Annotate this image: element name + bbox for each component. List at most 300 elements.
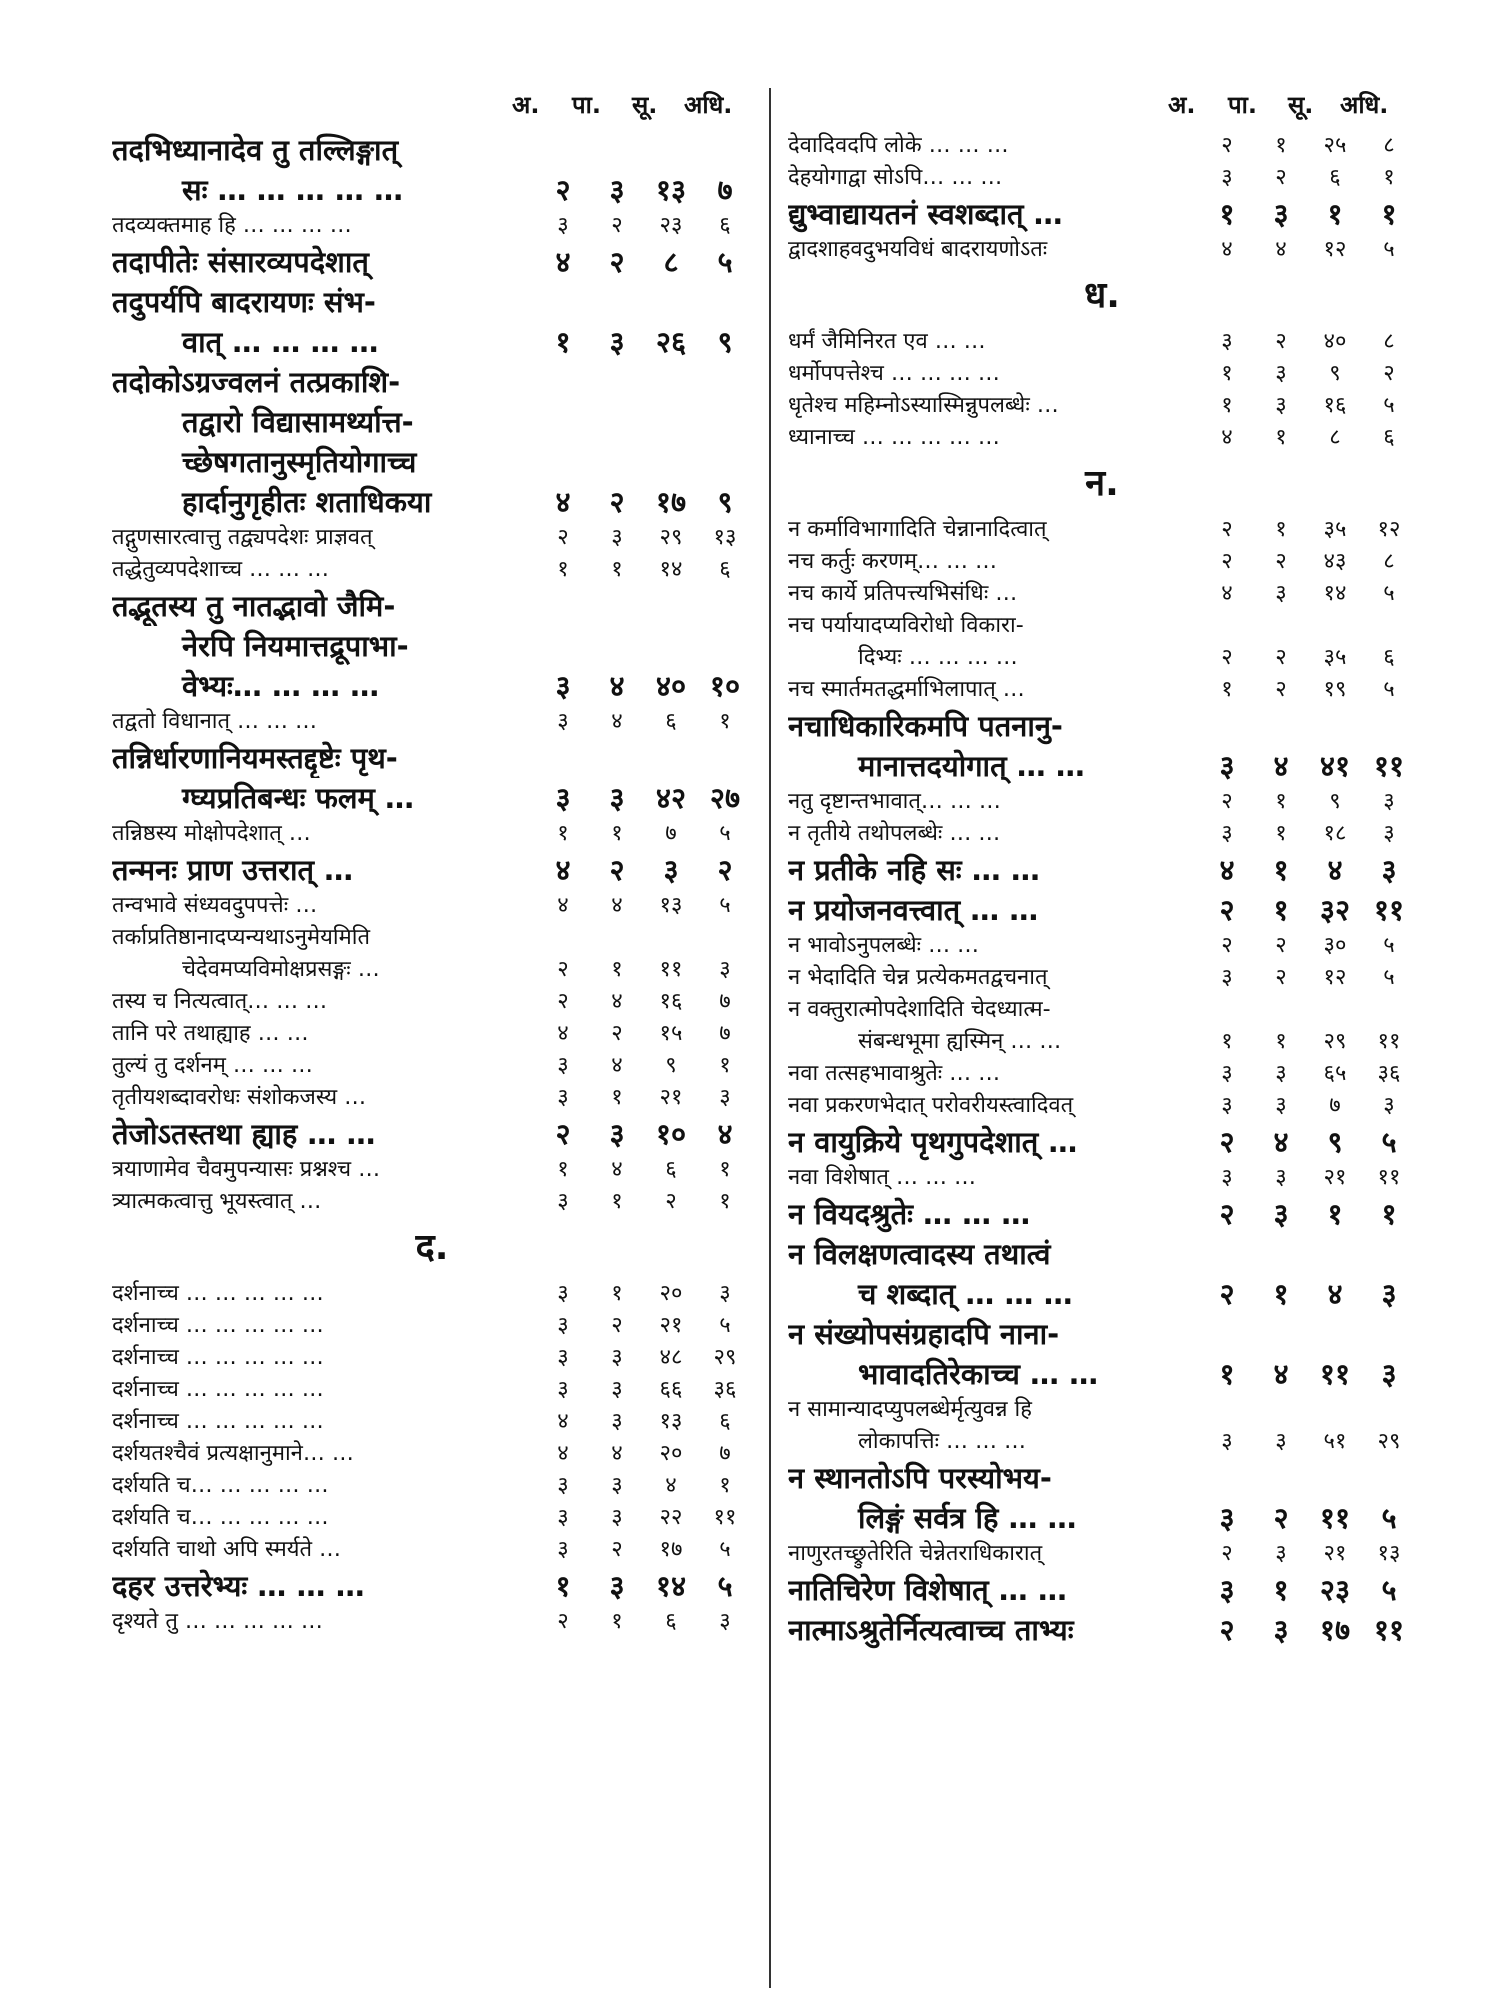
header-adhyaya: अ. <box>1168 91 1196 119</box>
sutra-line: दर्शयति च… … … … … <box>112 1505 329 1530</box>
sutra-number: १८ <box>1323 821 1347 846</box>
index-entry <box>788 422 1416 454</box>
index-entry <box>112 818 752 850</box>
pada-number: ३ <box>1275 1541 1287 1566</box>
index-entry <box>112 922 752 986</box>
sutra-number: २९ <box>659 525 683 550</box>
column-divider <box>769 88 771 1988</box>
pada-number: २ <box>1275 549 1287 574</box>
index-entry <box>788 1058 1416 1090</box>
adhikarana-number: १३ <box>1377 1541 1401 1566</box>
adhikarana-number: १३ <box>713 525 737 550</box>
sutra-line: वात् … … … … <box>182 325 379 359</box>
adhyaya-number: ३ <box>557 1377 569 1402</box>
index-entry <box>112 1082 752 1114</box>
sutra-line: नात्माऽश्रुतेर्नित्यत्वाच्च ताभ्यः <box>788 1613 1074 1647</box>
adhikarana-number: ६ <box>719 213 731 238</box>
sutra-line: न वक्तुरात्मोपदेशादिति चेदध्यात्म- <box>788 997 1051 1022</box>
adhyaya-number: २ <box>1221 645 1233 670</box>
sutra-text <box>112 282 536 362</box>
adhikarana-number: १ <box>1383 165 1395 190</box>
sutra-number: ४ <box>1327 1277 1343 1311</box>
sutra-number: ४ <box>1327 853 1343 887</box>
sutra-text <box>788 578 1200 610</box>
sutra-number: २३ <box>659 213 683 238</box>
adhikarana-number: ५ <box>1383 965 1395 990</box>
sutra-number: १३ <box>655 173 687 207</box>
adhyaya-number: २ <box>1221 933 1233 958</box>
adhikarana-number: १ <box>719 709 731 734</box>
adhikarana-number: ७ <box>719 1441 731 1466</box>
adhikarana-number: ११ <box>1373 893 1405 927</box>
sutra-text <box>788 994 1200 1058</box>
sutra-line: तन्वभावे संध्यवदुपपत्तेः … <box>112 893 318 918</box>
adhyaya-number: ३ <box>1221 329 1233 354</box>
pada-number: १ <box>611 1281 623 1306</box>
sutra-number: ४८ <box>659 1345 683 1370</box>
sutra-number: ३५ <box>1323 517 1347 542</box>
adhikarana-number: ३ <box>1381 1357 1397 1391</box>
pada-number: ३ <box>1275 581 1287 606</box>
index-entry <box>788 930 1416 962</box>
adhikarana-number: ५ <box>1381 1501 1397 1535</box>
sutra-line: दर्शयतश्चैवं प्रत्यक्षानुमाने… … <box>112 1441 354 1466</box>
index-entry <box>788 390 1416 422</box>
index-entry <box>112 554 752 586</box>
sutra-text <box>112 1502 536 1534</box>
pada-number: ३ <box>611 1345 623 1370</box>
sutra-line: दहर उत्तरेभ्यः … … … <box>112 1569 365 1603</box>
index-entry <box>112 1310 752 1342</box>
sutra-text <box>788 422 1200 454</box>
adhyaya-number: १ <box>557 1157 569 1182</box>
sutra-text <box>788 390 1200 422</box>
adhikarana-number: ११ <box>1373 749 1405 783</box>
sutra-text <box>112 738 536 818</box>
adhyaya-number: १ <box>1221 393 1233 418</box>
index-entry <box>788 786 1416 818</box>
column-header <box>788 80 1416 130</box>
index-entry <box>788 1458 1416 1538</box>
sutra-line: तद्वारो विद्यासामर्थ्यात्त- <box>182 405 414 439</box>
adhikarana-number: ७ <box>719 1021 731 1046</box>
adhyaya-number: ४ <box>555 245 571 279</box>
adhikarana-number: ५ <box>719 1313 731 1338</box>
sutra-line: तदोकोऽग्रज्वलनं तत्प्रकाशि- <box>112 365 401 399</box>
sutra-number: १ <box>1327 1197 1343 1231</box>
adhikarana-number: ५ <box>719 893 731 918</box>
index-entry <box>788 1122 1416 1162</box>
sutra-line: तृतीयशब्दावरोधः संशोकजस्य … <box>112 1085 367 1110</box>
sutra-text <box>788 1122 1200 1162</box>
index-entry <box>788 1090 1416 1122</box>
sutra-line: न भावोऽनुपलब्धेः … … <box>788 933 980 958</box>
index-entry <box>112 1018 752 1050</box>
adhikarana-number: ९ <box>717 325 733 359</box>
sutra-number: ६ <box>665 709 677 734</box>
sutra-number: ६ <box>665 1609 677 1634</box>
adhikarana-number: ७ <box>719 989 731 1014</box>
adhikarana-number: ५ <box>1383 933 1395 958</box>
pada-number: ३ <box>1275 393 1287 418</box>
pada-number: १ <box>1275 821 1287 846</box>
index-entry <box>112 850 752 890</box>
sutra-line: नवा तत्सहभावाश्रुतेः … … <box>788 1061 1001 1086</box>
sutra-line: नाणुरतच्छ्रुतेरिति चेन्नेतराधिकारात् <box>788 1541 1043 1566</box>
pada-number: २ <box>611 1537 623 1562</box>
sutra-number: ५१ <box>1323 1429 1347 1454</box>
pada-number: ३ <box>1273 1197 1289 1231</box>
adhyaya-number: १ <box>1221 361 1233 386</box>
sutra-text <box>112 362 536 522</box>
sutra-number: ३० <box>1323 933 1347 958</box>
sutra-text <box>112 922 536 986</box>
sutra-line: दिभ्यः … … … … <box>858 645 1018 670</box>
sutra-line: देहयोगाद्वा सोऽपि… … … <box>788 165 1003 190</box>
sutra-line: नातिचिरेण विशेषात् … … <box>788 1573 1067 1607</box>
pada-number: १ <box>1273 1277 1289 1311</box>
sutra-number: ८ <box>1329 425 1341 450</box>
sutra-text <box>788 706 1200 786</box>
sutra-text <box>788 1394 1200 1458</box>
pada-number: २ <box>1273 1501 1289 1535</box>
pada-number: २ <box>611 1313 623 1338</box>
adhikarana-number: ३ <box>1383 821 1395 846</box>
pada-number: १ <box>611 1189 623 1214</box>
sutra-text <box>788 358 1200 390</box>
adhyaya-number: २ <box>1221 789 1233 814</box>
sutra-number: १५ <box>659 1021 683 1046</box>
sutra-number: ९ <box>1327 1125 1343 1159</box>
pada-number: १ <box>611 557 623 582</box>
sutra-text <box>112 1050 536 1082</box>
pada-number: ३ <box>609 1117 625 1151</box>
sutra-line: त्र्यात्मकत्वात्तु भूयस्त्वात् … <box>112 1189 322 1214</box>
index-entry <box>112 1114 752 1154</box>
column-header <box>112 80 752 130</box>
index-entry <box>112 1566 752 1606</box>
adhikarana-number: १ <box>719 1053 731 1078</box>
adhikarana-number: ५ <box>1383 237 1395 262</box>
adhikarana-number: ५ <box>1381 1125 1397 1159</box>
sutra-line: द्युभ्वाद्यायतनं स्वशब्दात् … <box>788 197 1063 231</box>
header-pada: पा. <box>1228 91 1257 119</box>
sutra-number: १० <box>655 1117 687 1151</box>
sutra-line: द्वादशाहवदुभयविधं बादरायणोऽतः <box>788 237 1048 262</box>
sutra-number: १३ <box>659 893 683 918</box>
sutra-line: तद्धेतुव्यपदेशाच्च … … … <box>112 557 330 582</box>
sutra-number: २६ <box>655 325 687 359</box>
sutra-line: दर्शयति चाथो अपि स्मर्यते … <box>112 1537 342 1562</box>
adhikarana-number: ८ <box>1383 133 1395 158</box>
adhikarana-number: ५ <box>1381 1573 1397 1607</box>
sutra-text <box>788 610 1200 674</box>
sutra-text <box>112 130 536 210</box>
sutra-line: तर्काप्रतिष्ठानादप्यन्यथाऽनुमेयमिति <box>112 925 371 950</box>
sutra-line: नच कर्तुः करणम्… … … <box>788 549 997 574</box>
adhyaya-number: २ <box>557 989 569 1014</box>
pada-number: ४ <box>611 893 623 918</box>
adhikarana-number: ९ <box>717 485 733 519</box>
adhyaya-number: ३ <box>1221 165 1233 190</box>
sutra-number: ६ <box>665 1157 677 1182</box>
adhikarana-number: १२ <box>1377 517 1401 542</box>
sutra-line: नेरपि नियमात्तद्रूपाभा- <box>182 629 409 663</box>
sutra-line: तन्निर्धारणानियमस्तद्दृष्टेः पृथ- <box>112 741 398 775</box>
sutra-line: न तृतीये तथोपलब्धेः … … <box>788 821 1001 846</box>
adhikarana-number: १ <box>719 1473 731 1498</box>
adhyaya-number: २ <box>1221 517 1233 542</box>
sutra-line: च शब्दात् … … … <box>858 1277 1073 1311</box>
section-letter-da: द. <box>415 1227 449 1268</box>
index-entry <box>788 162 1416 194</box>
sutra-number: ६ <box>1329 165 1341 190</box>
index-entry <box>788 1394 1416 1458</box>
pada-number: २ <box>609 853 625 887</box>
adhyaya-number: ३ <box>555 669 571 703</box>
adhikarana-number: ५ <box>717 245 733 279</box>
sutra-line: नतु दृष्टान्तभावात्… … … <box>788 789 1001 814</box>
index-entry <box>112 1050 752 1082</box>
sutra-number: ३ <box>663 853 679 887</box>
sutra-line: नवा प्रकरणभेदात् परोवरीयस्त्वादिवत् <box>788 1093 1074 1118</box>
adhikarana-number: ३ <box>1381 1277 1397 1311</box>
adhikarana-number: ३ <box>719 957 731 982</box>
adhyaya-number: ४ <box>1219 853 1235 887</box>
sutra-number: ४२ <box>655 781 687 815</box>
sutra-number: १६ <box>1323 393 1347 418</box>
sutra-number: १६ <box>659 989 683 1014</box>
index-entry <box>788 130 1416 162</box>
adhyaya-number: ४ <box>557 893 569 918</box>
index-group <box>788 326 1416 454</box>
index-entry <box>788 994 1416 1058</box>
sutra-line: नचाधिकारिकमपि पतनानु- <box>788 709 1063 743</box>
sutra-line: न प्रतीके नहि सः … … <box>788 853 1040 887</box>
sutra-line: नच पर्यायादप्यविरोधो विकारा- <box>788 613 1024 638</box>
pada-number: ४ <box>611 989 623 1014</box>
sutra-number: २१ <box>1323 1541 1347 1566</box>
sutra-number: १४ <box>1323 581 1347 606</box>
pada-number: १ <box>611 957 623 982</box>
adhyaya-number: ३ <box>557 1085 569 1110</box>
adhyaya-number: १ <box>1219 197 1235 231</box>
sutra-text <box>788 326 1200 358</box>
index-entry <box>788 326 1416 358</box>
pada-number: ४ <box>1273 749 1289 783</box>
sutra-text <box>112 1018 536 1050</box>
adhyaya-number: ३ <box>1221 1165 1233 1190</box>
sutra-line: लिङ्गं सर्वत्र हि … … <box>858 1501 1077 1535</box>
sutra-line: तदभिध्यानादेव तु तल्लिङ्गात् <box>112 133 399 167</box>
header-sutra: सू. <box>1288 91 1314 119</box>
sutra-line: धर्मं जैमिनिरत एव … … <box>788 329 986 354</box>
sutra-number: २० <box>659 1281 683 1306</box>
index-entry <box>112 1342 752 1374</box>
adhyaya-number: १ <box>1221 677 1233 702</box>
sutra-number: ६६ <box>659 1377 683 1402</box>
sutra-line: धर्मोपपत्तेश्च … … … … <box>788 361 1000 386</box>
adhikarana-number: ४ <box>717 1117 733 1151</box>
sutra-text <box>112 242 536 282</box>
sutra-number: २५ <box>1323 133 1347 158</box>
pada-number: १ <box>1273 893 1289 927</box>
adhyaya-number: ३ <box>557 709 569 734</box>
sutra-line: हार्दानुगृहीतः शताधिकया <box>182 485 432 519</box>
index-entry <box>788 194 1416 234</box>
sutra-text <box>112 1082 536 1114</box>
pada-number: १ <box>1275 1029 1287 1054</box>
adhikarana-number: ८ <box>1383 549 1395 574</box>
sutra-line: न संख्योपसंग्रहादपि नाना- <box>788 1317 1060 1351</box>
sutra-number: ४ <box>665 1473 677 1498</box>
adhyaya-number: ३ <box>1219 1573 1235 1607</box>
adhyaya-number: २ <box>1219 893 1235 927</box>
adhikarana-number: ११ <box>1377 1029 1401 1054</box>
pada-number: २ <box>611 1021 623 1046</box>
sutra-line: न विलक्षणत्वादस्य तथात्वं <box>788 1237 1051 1271</box>
sutra-line: दर्शनाच्च … … … … … <box>112 1409 324 1434</box>
sutra-number: ९ <box>1329 361 1341 386</box>
pada-number: ४ <box>611 1053 623 1078</box>
sutra-line: त्रयाणामेव चैवमुपन्यासः प्रश्नश्च … <box>112 1157 381 1182</box>
adhyaya-number: ३ <box>557 1345 569 1370</box>
sutra-text <box>112 706 536 738</box>
header-adhikarana: अधि. <box>684 91 733 119</box>
sutra-line: देवादिवदपि लोके … … … <box>788 133 1009 158</box>
adhikarana-number: ३६ <box>1377 1061 1401 1086</box>
pada-number: १ <box>611 821 623 846</box>
sutra-text <box>788 818 1200 850</box>
sutra-text <box>788 162 1200 194</box>
index-entry <box>788 234 1416 266</box>
sutra-text <box>112 1154 536 1186</box>
sutra-text <box>112 1438 536 1470</box>
adhikarana-number: १ <box>1381 197 1397 231</box>
adhyaya-number: ३ <box>1221 1093 1233 1118</box>
adhyaya-number: २ <box>1219 1125 1235 1159</box>
adhyaya-number: ४ <box>555 853 571 887</box>
adhyaya-number: १ <box>557 557 569 582</box>
sutra-text <box>788 130 1200 162</box>
sutra-text <box>112 1374 536 1406</box>
adhyaya-number: ३ <box>557 1473 569 1498</box>
sutra-line: न वियदश्रुतेः … … … <box>788 1197 1031 1231</box>
index-entry <box>112 890 752 922</box>
sutra-number: ४० <box>655 669 687 703</box>
sutra-text <box>788 674 1200 706</box>
sutra-line: न भेदादिति चेन्न प्रत्येकमतद्वचनात् <box>788 965 1048 990</box>
sutra-number: ११ <box>1319 1501 1351 1535</box>
index-group <box>788 130 1416 266</box>
sutra-text <box>112 986 536 1018</box>
index-entry <box>788 1234 1416 1314</box>
header-adhyaya: अ. <box>512 91 540 119</box>
sutra-text <box>788 194 1200 234</box>
index-entry <box>788 514 1416 546</box>
adhikarana-number: ३ <box>719 1281 731 1306</box>
sutra-line: दर्शनाच्च … … … … … <box>112 1377 324 1402</box>
adhyaya-number: २ <box>1221 1541 1233 1566</box>
sutra-number: ३२ <box>1319 893 1351 927</box>
sutra-line: तद्भूतस्य तु नातद्भावो जैमि- <box>112 589 396 623</box>
adhikarana-number: ६ <box>1383 425 1395 450</box>
sutra-line: दर्शयति च… … … … … <box>112 1473 329 1498</box>
sutra-line: सः … … … … … <box>182 173 403 207</box>
index-entry <box>788 578 1416 610</box>
adhyaya-number: १ <box>555 1569 571 1603</box>
index-entry <box>112 986 752 1018</box>
adhyaya-number: २ <box>557 957 569 982</box>
sutra-text <box>112 1342 536 1374</box>
index-entry <box>788 818 1416 850</box>
sutra-number: २१ <box>659 1085 683 1110</box>
left-column <box>112 80 752 1638</box>
sutra-line: नवा विशेषात् … … … <box>788 1165 976 1190</box>
sutra-number: १७ <box>1319 1613 1351 1647</box>
index-entry <box>788 706 1416 786</box>
sutra-number: ९ <box>665 1053 677 1078</box>
index-entry <box>112 282 752 362</box>
index-entry <box>112 1406 752 1438</box>
pada-number: २ <box>1275 933 1287 958</box>
sutra-line: तदुपर्यपि बादरायणः संभ- <box>112 285 376 319</box>
index-entry <box>112 706 752 738</box>
sutra-line: न वायुक्रिये पृथगुपदेशात् … <box>788 1125 1078 1159</box>
adhyaya-number: २ <box>1221 133 1233 158</box>
pada-number: १ <box>1275 789 1287 814</box>
index-entry <box>112 1534 752 1566</box>
sutra-text <box>788 234 1200 266</box>
sutra-number: ८ <box>663 245 679 279</box>
adhikarana-number: ५ <box>1383 581 1395 606</box>
adhikarana-number: ५ <box>717 1569 733 1603</box>
adhikarana-number: ३ <box>1381 853 1397 887</box>
pada-number: ३ <box>609 781 625 815</box>
adhikarana-number: ५ <box>719 1537 731 1562</box>
pada-number: ३ <box>1275 361 1287 386</box>
sutra-number: १४ <box>659 557 683 582</box>
sutra-number: ७ <box>1329 1093 1341 1118</box>
sutra-text <box>112 1114 536 1154</box>
adhyaya-number: २ <box>557 525 569 550</box>
sutra-number: १२ <box>1323 237 1347 262</box>
pada-number: ३ <box>611 1377 623 1402</box>
pada-number: ३ <box>609 173 625 207</box>
sutra-text <box>788 930 1200 962</box>
index-entry <box>788 850 1416 890</box>
adhyaya-number: १ <box>1219 1357 1235 1391</box>
pada-number: १ <box>1273 853 1289 887</box>
pada-number: ४ <box>611 1441 623 1466</box>
sutra-line: तस्य च नित्यत्वात्… … … <box>112 989 328 1014</box>
sutra-number: ११ <box>1319 1357 1351 1391</box>
adhyaya-number: २ <box>1219 1197 1235 1231</box>
sutra-number: ९ <box>1329 789 1341 814</box>
adhyaya-number: ३ <box>1219 749 1235 783</box>
pada-number: १ <box>1275 425 1287 450</box>
sutra-line: तदापीतेः संसारव्यपदेशात् <box>112 245 369 279</box>
pada-number: ४ <box>1273 1125 1289 1159</box>
pada-number: ३ <box>611 1409 623 1434</box>
index-entry <box>112 1186 752 1218</box>
section-letter-dha: ध. <box>1084 275 1120 316</box>
pada-number: २ <box>611 213 623 238</box>
pada-number: ३ <box>609 325 625 359</box>
adhyaya-number: ३ <box>557 1053 569 1078</box>
sutra-text <box>788 1090 1200 1122</box>
pada-number: १ <box>611 1085 623 1110</box>
